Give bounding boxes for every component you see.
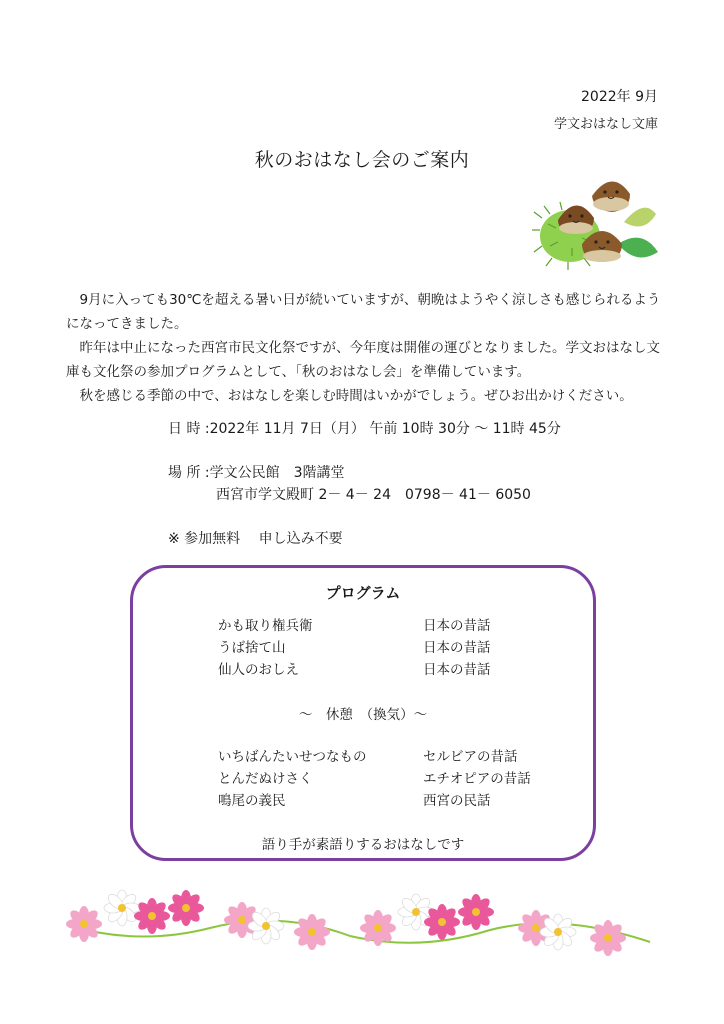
chestnut-left: [558, 205, 594, 234]
cosmos-flower: [360, 910, 396, 946]
program-item-origin: セルビアの昔話: [423, 749, 518, 765]
program-title: プログラム: [325, 584, 401, 602]
chestnut-top: [592, 181, 630, 212]
paragraph-invitation: 秋を感じる季節の中で、おはなしを楽しむ時間はいかがでしょう。ぜひお出かけください。: [79, 388, 633, 404]
program-break: ～ 休憩 （換気）～: [298, 707, 428, 723]
program-item-name: 鳴尾の義民: [218, 793, 286, 809]
program-item-origin: 西宮の民話: [423, 793, 491, 809]
cosmos-flower: [248, 908, 284, 944]
leaf: [618, 208, 658, 258]
cosmos-flower: [458, 894, 494, 930]
cosmos-flower: [294, 914, 330, 950]
cosmos-flower: [168, 890, 204, 926]
event-note: ※ 参加無料 申し込み不要: [168, 531, 343, 547]
program-item-name: うば捨て山: [218, 640, 286, 656]
program-item-origin: 日本の昔話: [423, 640, 491, 656]
organizer-name: 学文おはなし文庫: [553, 117, 658, 132]
program-item-name: とんだぬけさく: [218, 771, 313, 787]
event-address: 西宮市学文殿町 2－ 4－ 24 0798－ 41－ 6050: [216, 487, 531, 503]
program-item-name: 仙人のおしえ: [218, 662, 299, 678]
invitation-text: [66, 288, 666, 408]
page-title: 秋のおはなし会のご案内: [254, 149, 470, 171]
cosmos-flower: [66, 906, 102, 942]
paragraph-festival: 昨年は中止になった西宮市民文化祭ですが、今年度は開催の運びとなりました。学文おはなし文庫も文化祭の参加プログラムとして、「秋のおはなし会」を準備しています。: [66, 340, 660, 380]
cosmos-flower: [590, 920, 626, 956]
cosmos-flower: [540, 914, 576, 950]
cosmos-flowers-decoration: [60, 888, 660, 968]
paragraph-weather: 9月に入っても30℃を超える暑い日が続いていますが、朝晩はようやく涼しさも感じられるようになってきました。: [66, 292, 661, 332]
event-venue: 場 所 :学文公民館 3階講堂: [168, 465, 345, 481]
chestnuts-illustration: [532, 168, 662, 274]
event-datetime: 日 時 :2022年 11月 7日（月） 午前 10時 30分 ～ 11時 45分: [168, 421, 561, 437]
cosmos-flower: [424, 904, 460, 940]
program-footer-note: 語り手が素語りするおはなしです: [261, 837, 465, 853]
program-item-name: かも取り権兵衛: [218, 618, 313, 634]
program-item-name: いちばんたいせつなもの: [218, 749, 367, 765]
program-item-origin: 日本の昔話: [423, 618, 491, 634]
program-item-origin: 日本の昔話: [423, 662, 491, 678]
cosmos-flower: [104, 890, 140, 926]
program-item-origin: エチオピアの昔話: [423, 771, 531, 787]
issue-date: 2022年 9月: [581, 89, 658, 105]
cosmos-flower: [134, 898, 170, 934]
